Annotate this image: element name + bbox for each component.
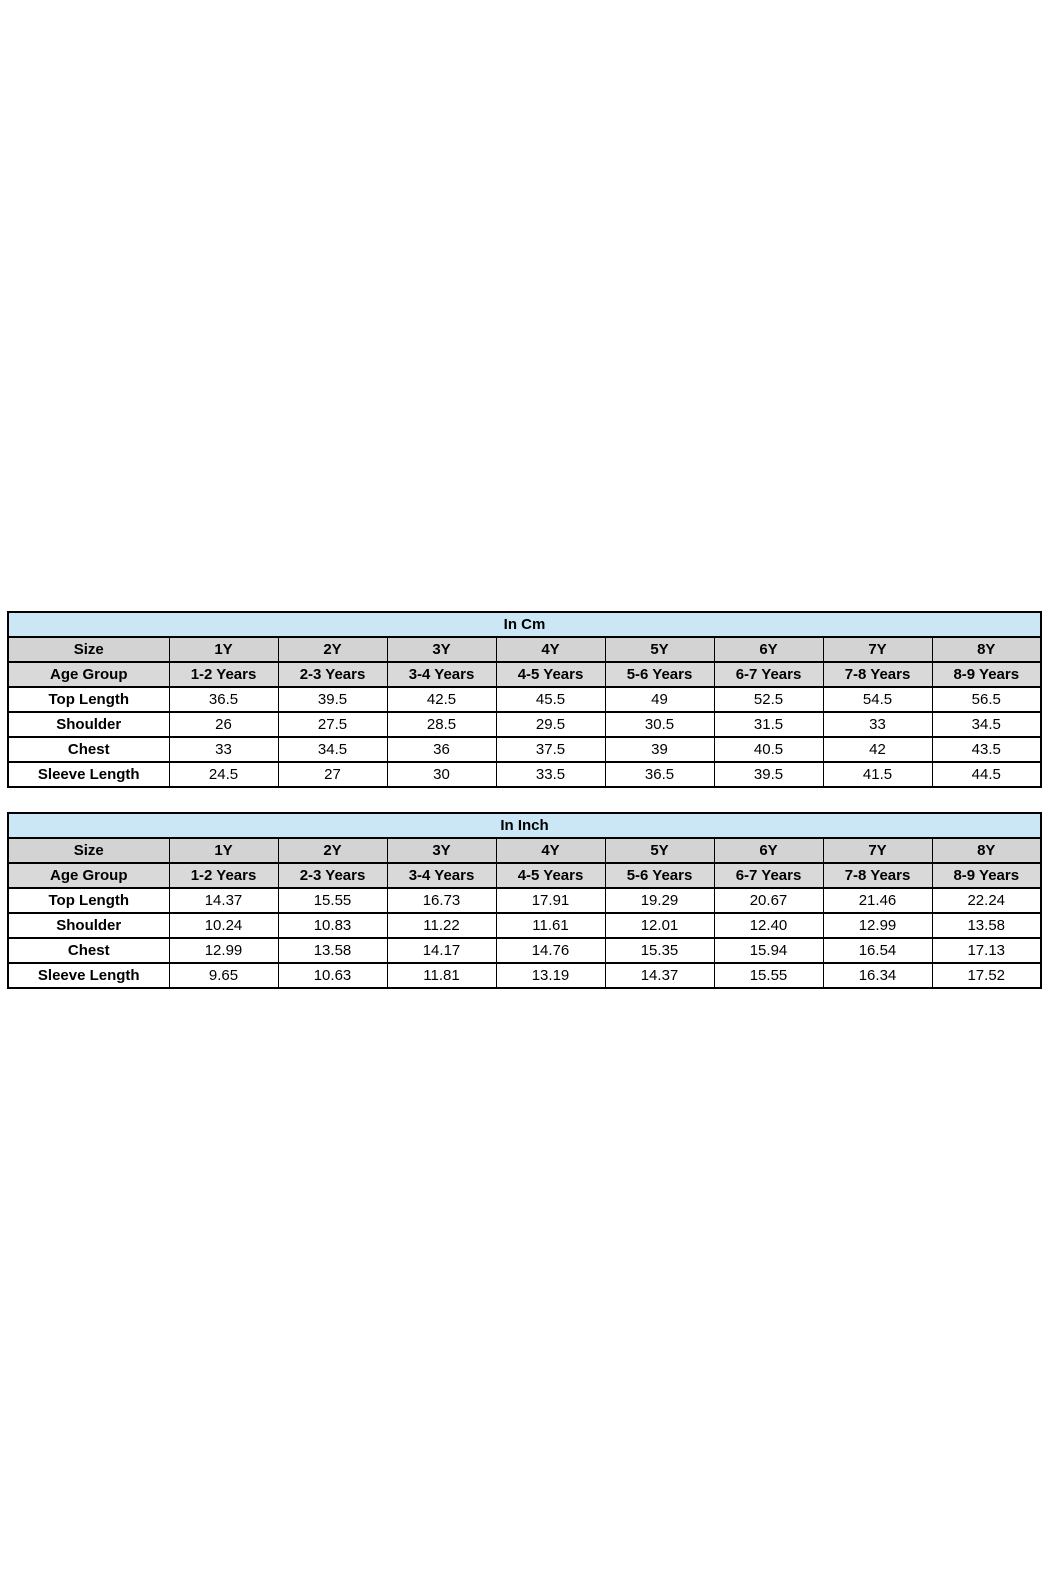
age-group-value-cell: 8-9 Years (932, 863, 1041, 888)
size-value-cell: 8Y (932, 838, 1041, 863)
table-title: In Inch (8, 813, 1041, 838)
table-title-row (8, 612, 1041, 637)
size-chart-inch-table (7, 812, 1042, 989)
measurement-value-cell: 36.5 (169, 687, 278, 712)
size-value-cell: 6Y (714, 838, 823, 863)
size-value-cell: 7Y (823, 838, 932, 863)
size-value-cell: 2Y (278, 637, 387, 662)
size-chart-cm-table (7, 611, 1042, 788)
size-value-cell: 7Y (823, 637, 932, 662)
measurement-label-cell: Shoulder (8, 913, 169, 938)
age-group-value-cell: 4-5 Years (496, 863, 605, 888)
measurement-value-cell: 15.35 (605, 938, 714, 963)
size-label-cell: Size (8, 637, 169, 662)
measurement-row (8, 963, 1041, 988)
age-group-value-cell: 2-3 Years (278, 662, 387, 687)
measurement-value-cell: 11.81 (387, 963, 496, 988)
measurement-value-cell: 52.5 (714, 687, 823, 712)
table-title-row (8, 813, 1041, 838)
age-group-label-cell: Age Group (8, 662, 169, 687)
size-value-cell: 6Y (714, 637, 823, 662)
size-label-cell: Size (8, 838, 169, 863)
size-value-cell: 1Y (169, 637, 278, 662)
size-chart-cm-body (8, 612, 1041, 787)
measurement-value-cell: 12.01 (605, 913, 714, 938)
age-group-value-cell: 7-8 Years (823, 863, 932, 888)
measurement-value-cell: 30.5 (605, 712, 714, 737)
measurement-label-cell: Chest (8, 938, 169, 963)
measurement-label-cell: Shoulder (8, 712, 169, 737)
size-value-cell: 2Y (278, 838, 387, 863)
measurement-value-cell: 42 (823, 737, 932, 762)
measurement-value-cell: 14.37 (605, 963, 714, 988)
measurement-value-cell: 54.5 (823, 687, 932, 712)
size-header-row (8, 838, 1041, 863)
measurement-row (8, 913, 1041, 938)
measurement-label-cell: Chest (8, 737, 169, 762)
measurement-value-cell: 26 (169, 712, 278, 737)
measurement-value-cell: 41.5 (823, 762, 932, 787)
measurement-value-cell: 39.5 (714, 762, 823, 787)
measurement-value-cell: 17.91 (496, 888, 605, 913)
age-group-row (8, 863, 1041, 888)
measurement-value-cell: 39 (605, 737, 714, 762)
size-value-cell: 5Y (605, 838, 714, 863)
measurement-value-cell: 22.24 (932, 888, 1041, 913)
measurement-value-cell: 16.54 (823, 938, 932, 963)
age-group-value-cell: 8-9 Years (932, 662, 1041, 687)
measurement-value-cell: 39.5 (278, 687, 387, 712)
measurement-value-cell: 27.5 (278, 712, 387, 737)
age-group-value-cell: 1-2 Years (169, 863, 278, 888)
size-value-cell: 3Y (387, 637, 496, 662)
measurement-value-cell: 42.5 (387, 687, 496, 712)
measurement-value-cell: 16.34 (823, 963, 932, 988)
measurement-value-cell: 14.37 (169, 888, 278, 913)
measurement-value-cell: 13.19 (496, 963, 605, 988)
measurement-label-cell: Top Length (8, 888, 169, 913)
measurement-value-cell: 15.94 (714, 938, 823, 963)
measurement-value-cell: 36 (387, 737, 496, 762)
measurement-value-cell: 17.52 (932, 963, 1041, 988)
measurement-value-cell: 12.40 (714, 913, 823, 938)
measurement-value-cell: 9.65 (169, 963, 278, 988)
size-value-cell: 4Y (496, 637, 605, 662)
measurement-value-cell: 19.29 (605, 888, 714, 913)
measurement-value-cell: 40.5 (714, 737, 823, 762)
measurement-value-cell: 36.5 (605, 762, 714, 787)
measurement-value-cell: 13.58 (278, 938, 387, 963)
age-group-value-cell: 2-3 Years (278, 863, 387, 888)
measurement-value-cell: 15.55 (278, 888, 387, 913)
measurement-value-cell: 34.5 (278, 737, 387, 762)
measurement-value-cell: 14.76 (496, 938, 605, 963)
age-group-value-cell: 6-7 Years (714, 662, 823, 687)
measurement-row (8, 737, 1041, 762)
measurement-value-cell: 12.99 (169, 938, 278, 963)
measurement-value-cell: 11.61 (496, 913, 605, 938)
measurement-row (8, 762, 1041, 787)
measurement-value-cell: 45.5 (496, 687, 605, 712)
measurement-value-cell: 12.99 (823, 913, 932, 938)
measurement-row (8, 712, 1041, 737)
measurement-value-cell: 29.5 (496, 712, 605, 737)
measurement-value-cell: 33.5 (496, 762, 605, 787)
measurement-value-cell: 10.24 (169, 913, 278, 938)
measurement-value-cell: 10.83 (278, 913, 387, 938)
measurement-value-cell: 49 (605, 687, 714, 712)
measurement-value-cell: 14.17 (387, 938, 496, 963)
age-group-value-cell: 6-7 Years (714, 863, 823, 888)
measurement-value-cell: 33 (823, 712, 932, 737)
measurement-value-cell: 10.63 (278, 963, 387, 988)
measurement-value-cell: 34.5 (932, 712, 1041, 737)
measurement-value-cell: 11.22 (387, 913, 496, 938)
measurement-value-cell: 16.73 (387, 888, 496, 913)
measurement-row (8, 888, 1041, 913)
age-group-value-cell: 4-5 Years (496, 662, 605, 687)
measurement-value-cell: 28.5 (387, 712, 496, 737)
measurement-value-cell: 24.5 (169, 762, 278, 787)
size-value-cell: 8Y (932, 637, 1041, 662)
measurement-value-cell: 30 (387, 762, 496, 787)
measurement-value-cell: 20.67 (714, 888, 823, 913)
age-group-value-cell: 5-6 Years (605, 863, 714, 888)
measurement-value-cell: 37.5 (496, 737, 605, 762)
age-group-value-cell: 3-4 Years (387, 662, 496, 687)
measurement-row (8, 938, 1041, 963)
table-title: In Cm (8, 612, 1041, 637)
measurement-value-cell: 21.46 (823, 888, 932, 913)
measurement-value-cell: 43.5 (932, 737, 1041, 762)
size-chart-inch-body (8, 813, 1041, 988)
measurement-value-cell: 27 (278, 762, 387, 787)
measurement-value-cell: 17.13 (932, 938, 1041, 963)
age-group-value-cell: 1-2 Years (169, 662, 278, 687)
measurement-label-cell: Sleeve Length (8, 762, 169, 787)
size-header-row (8, 637, 1041, 662)
size-value-cell: 3Y (387, 838, 496, 863)
age-group-label-cell: Age Group (8, 863, 169, 888)
measurement-row (8, 687, 1041, 712)
measurement-value-cell: 15.55 (714, 963, 823, 988)
measurement-value-cell: 13.58 (932, 913, 1041, 938)
size-value-cell: 1Y (169, 838, 278, 863)
measurement-value-cell: 44.5 (932, 762, 1041, 787)
age-group-value-cell: 3-4 Years (387, 863, 496, 888)
measurement-label-cell: Top Length (8, 687, 169, 712)
age-group-value-cell: 7-8 Years (823, 662, 932, 687)
age-group-value-cell: 5-6 Years (605, 662, 714, 687)
measurement-value-cell: 33 (169, 737, 278, 762)
measurement-value-cell: 56.5 (932, 687, 1041, 712)
measurement-value-cell: 31.5 (714, 712, 823, 737)
measurement-label-cell: Sleeve Length (8, 963, 169, 988)
age-group-row (8, 662, 1041, 687)
size-value-cell: 5Y (605, 637, 714, 662)
size-value-cell: 4Y (496, 838, 605, 863)
